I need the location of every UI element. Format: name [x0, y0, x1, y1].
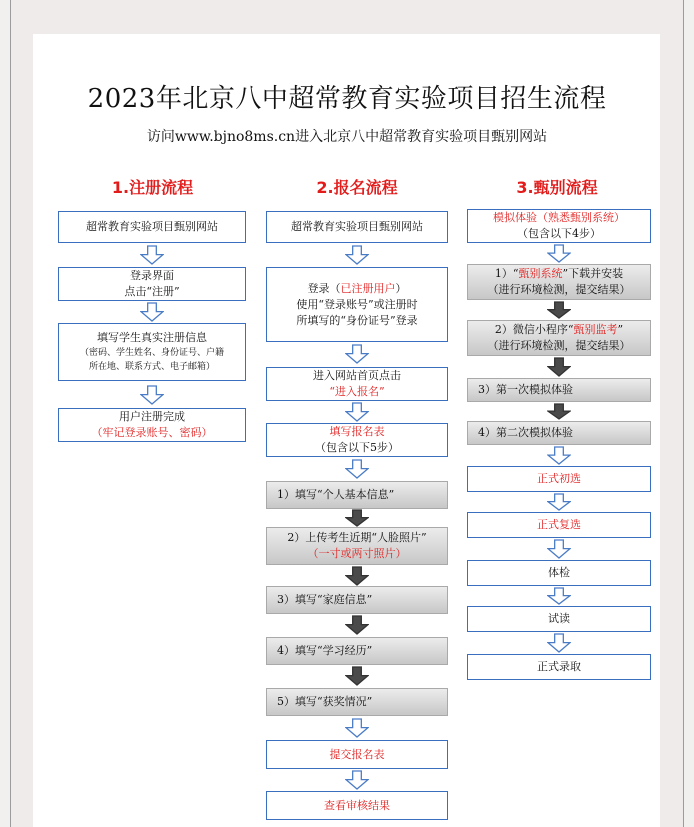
apply-step-login	[266, 267, 448, 342]
page-subtitle: 访问www.bjno8ms.cn进入北京八中超常教育实验项目甄别网站	[146, 129, 548, 145]
arrow-down-icon	[345, 566, 369, 586]
screen-sub-miniprogram	[467, 320, 651, 356]
screen-step-mock	[467, 209, 651, 243]
apply-enter-red: “进入报名”	[329, 385, 385, 398]
apply-review-text: 查看审核结果	[324, 798, 390, 812]
apply-login-line1: 登录（已注册用户）	[307, 281, 407, 295]
apply-form-line2: （包含以下5步）	[315, 441, 399, 454]
screen-s1-line2: （进行环境检测，提交结果）	[487, 283, 631, 296]
screen-s4-text: 4）第二次模拟体验	[478, 426, 573, 439]
register-complete-line1: 用户注册完成	[119, 410, 185, 423]
arrow-down-icon	[547, 244, 571, 263]
arrow-down-icon	[140, 245, 164, 265]
arrow-down-icon	[345, 402, 369, 422]
screen-s3-text: 3）第一次模拟体验	[478, 383, 573, 396]
arrow-down-icon	[345, 615, 369, 635]
screen-sub-first-mock	[467, 378, 651, 402]
screen-step-admit	[467, 654, 651, 680]
screen-s2-line1: 2）微信小程序“甄别监考”	[494, 323, 624, 336]
apply-heading: 2.报名流程	[316, 178, 398, 197]
arrow-down-icon	[345, 509, 369, 527]
apply-sub5-text: 5）填写“获奖情况”	[277, 695, 373, 708]
arrow-down-icon	[345, 666, 369, 686]
page-title: 2023年北京八中超常教育实验项目招生流程	[87, 84, 607, 114]
arrow-down-icon	[345, 718, 369, 738]
screen-admit-text: 正式录取	[537, 660, 581, 673]
screen-trial-text: 试读	[548, 612, 570, 625]
apply-enter-line1: 进入网站首页点击	[313, 369, 401, 382]
screen-heading: 3.甄别流程	[516, 178, 598, 197]
arrow-down-icon	[547, 301, 571, 319]
screen-step-physical	[467, 560, 651, 586]
apply-sub3-text: 3）填写“家庭信息”	[277, 593, 373, 606]
screen-step-trial	[467, 606, 651, 632]
register-info-line1: 填写学生真实注册信息	[97, 331, 207, 344]
apply-step-website	[266, 211, 448, 243]
register-info-line3: 所在地、联系方式、电子邮箱）	[88, 362, 215, 372]
apply-sub1-text: 1）填写“个人基本信息”	[277, 488, 395, 501]
arrow-down-icon	[345, 344, 369, 364]
apply-step-review	[266, 791, 448, 820]
register-info-line2: （密码、学生姓名、身份证号、户籍	[79, 348, 224, 358]
arrow-down-icon	[547, 446, 571, 465]
arrow-down-icon	[547, 493, 571, 511]
register-step-complete	[58, 408, 246, 442]
apply-sub-photo	[266, 527, 448, 565]
screen-sub-system	[467, 264, 651, 300]
apply-step-website-text: 超常教育实验项目甄别网站	[291, 220, 423, 233]
arrow-down-icon	[345, 245, 369, 265]
apply-sub-awards	[266, 688, 448, 716]
apply-login-line2: 使用“登录账号”或注册时	[296, 297, 418, 311]
screen-physical-text: 体检	[548, 566, 570, 579]
apply-sub-family	[266, 586, 448, 614]
register-step-info	[58, 323, 246, 381]
screen-sub-second-mock	[467, 421, 651, 445]
screen-second-text: 正式复选	[537, 518, 581, 531]
apply-step-submit	[266, 740, 448, 769]
screen-prelim-text: 正式初选	[537, 472, 581, 485]
screen-step-second	[467, 512, 651, 538]
apply-sub4-text: 4）填写“学习经历”	[277, 644, 373, 657]
register-heading: 1.注册流程	[111, 178, 194, 197]
register-complete-line2: （牢记登录账号、密码）	[91, 426, 213, 439]
arrow-down-icon	[140, 302, 164, 322]
apply-step-enter	[266, 367, 448, 401]
apply-submit-text: 提交报名表	[329, 747, 385, 761]
screen-mock-line2: （包含以下4步）	[517, 227, 601, 240]
arrow-down-icon	[345, 459, 369, 479]
arrow-down-icon	[140, 385, 164, 405]
apply-sub-education	[266, 637, 448, 665]
apply-form-red: 填写报名表	[329, 425, 385, 438]
arrow-down-icon	[547, 403, 571, 420]
screen-step-prelim	[467, 466, 651, 492]
apply-sub2-line1: 2）上传考生近期“人脸照片”	[287, 531, 427, 544]
register-step-login	[58, 267, 246, 301]
register-login-line1: 登录界面	[130, 269, 174, 282]
register-step-website	[58, 211, 246, 243]
register-login-line2: 点击“注册”	[124, 285, 180, 298]
screen-mock-red: 模拟体验（熟悉甄别系统）	[493, 211, 625, 224]
apply-sub2-red: （一寸或两寸照片）	[307, 547, 407, 560]
apply-sub-basic-info	[266, 481, 448, 509]
screen-s1-line1: 1）“甄别系统”下载并安装	[494, 267, 624, 280]
apply-login-line3: 所填写的“身份证号”登录	[296, 313, 418, 327]
arrow-down-icon	[345, 770, 369, 790]
arrow-down-icon	[547, 587, 571, 605]
register-step-website-text: 超常教育实验项目甄别网站	[86, 220, 218, 233]
arrow-down-icon	[547, 633, 571, 653]
arrow-down-icon	[547, 357, 571, 377]
apply-step-form	[266, 423, 448, 457]
screen-s2-line2: （进行环境检测，提交结果）	[487, 339, 631, 352]
arrow-down-icon	[547, 539, 571, 559]
